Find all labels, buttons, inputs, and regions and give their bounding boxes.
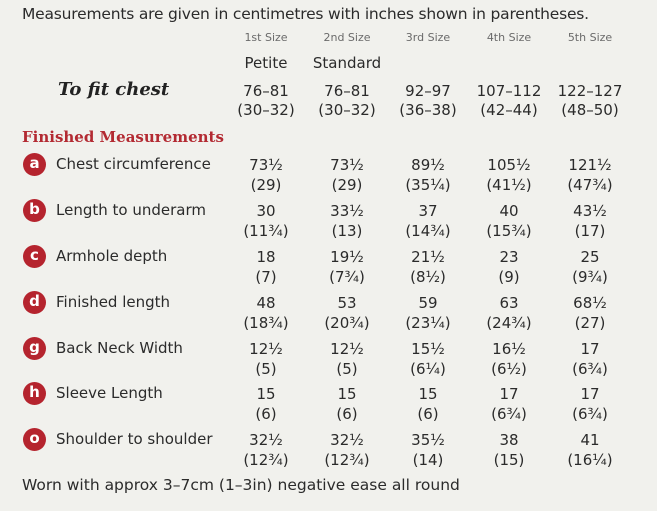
- table-cell: 12½ (5): [330, 340, 364, 378]
- section-title: Finished Measurements: [22, 128, 224, 146]
- fit-chest-value-1: 76–81 (30–32): [237, 82, 295, 119]
- size-header-2: 2nd Size: [323, 31, 371, 44]
- table-cell: 30 (11¾): [243, 202, 289, 240]
- badge-d: d: [23, 291, 46, 314]
- fit-chest-value-4: 107–112 (42–44): [476, 82, 542, 119]
- size-header-4: 4th Size: [486, 31, 532, 44]
- intro-text: Measurements are given in centimetres with inches shown in parentheses.: [22, 5, 589, 23]
- table-cell: 15 (6): [336, 385, 358, 423]
- table-cell: 17 (6¾): [491, 385, 527, 423]
- table-cell: 12½ (5): [249, 340, 283, 378]
- fit-chest-value-3: 92–97 (36–38): [399, 82, 457, 119]
- row-label-finished-length: Finished length: [56, 293, 171, 311]
- badge-b: b: [23, 199, 46, 222]
- size-header-5: 5th Size: [567, 31, 613, 44]
- fit-chest-value-5: 122–127 (48–50): [557, 82, 623, 119]
- table-cell: 73½ (29): [249, 156, 283, 194]
- table-cell: 105½ (41½): [486, 156, 532, 194]
- table-cell: 18 (7): [255, 248, 277, 286]
- badge-a: a: [23, 153, 46, 176]
- table-cell: 63 (24¾): [486, 294, 532, 332]
- table-cell: 19½ (7¾): [329, 248, 365, 286]
- fit-chest-value-2: 76–81 (30–32): [318, 82, 376, 119]
- row-label-back-neck: Back Neck Width: [56, 339, 183, 357]
- table-cell: 32½ (12¾): [243, 431, 289, 469]
- table-cell: 33½ (13): [330, 202, 364, 240]
- table-cell: 15 (6): [417, 385, 439, 423]
- row-label-shoulder: Shoulder to shoulder: [56, 430, 213, 448]
- table-cell: 37 (14¾): [405, 202, 451, 240]
- fit-chest-label: To fit chest: [58, 79, 170, 100]
- badge-g: g: [23, 337, 46, 360]
- table-cell: 17 (6¾): [572, 385, 608, 423]
- table-cell: 121½ (47¾): [567, 156, 613, 194]
- table-cell: 38 (15): [493, 431, 525, 469]
- row-label-armhole: Armhole depth: [56, 247, 168, 265]
- table-cell: 89½ (35¼): [405, 156, 451, 194]
- table-cell: 17 (6¾): [572, 340, 608, 378]
- table-cell: 73½ (29): [330, 156, 364, 194]
- size-header-3: 3rd Size: [405, 31, 451, 44]
- table-cell: 59 (23¼): [405, 294, 451, 332]
- badge-c: c: [23, 245, 46, 268]
- table-cell: 32½ (12¾): [324, 431, 370, 469]
- table-cell: 16½ (6½): [491, 340, 527, 378]
- size-name-1: Petite: [244, 54, 288, 72]
- badge-h: h: [23, 382, 46, 405]
- table-cell: 35½ (14): [411, 431, 445, 469]
- table-cell: 40 (15¾): [486, 202, 532, 240]
- row-label-sleeve: Sleeve Length: [56, 384, 163, 402]
- table-cell: 21½ (8½): [410, 248, 446, 286]
- size-header-1: 1st Size: [244, 31, 288, 44]
- row-label-length-underarm: Length to underarm: [56, 201, 206, 219]
- table-cell: 53 (20¾): [324, 294, 370, 332]
- size-name-2: Standard: [312, 54, 382, 72]
- table-cell: 43½ (17): [573, 202, 607, 240]
- footer-note: Worn with approx 3–7cm (1–3in) negative ease all round: [22, 476, 460, 494]
- row-label-chest: Chest circumference: [56, 155, 211, 173]
- table-cell: 68½ (27): [573, 294, 607, 332]
- table-cell: 41 (16¼): [567, 431, 613, 469]
- table-cell: 23 (9): [498, 248, 520, 286]
- table-cell: 48 (18¾): [243, 294, 289, 332]
- table-cell: 15½ (6¼): [410, 340, 446, 378]
- badge-o: o: [23, 428, 46, 451]
- table-cell: 25 (9¾): [572, 248, 608, 286]
- table-cell: 15 (6): [255, 385, 277, 423]
